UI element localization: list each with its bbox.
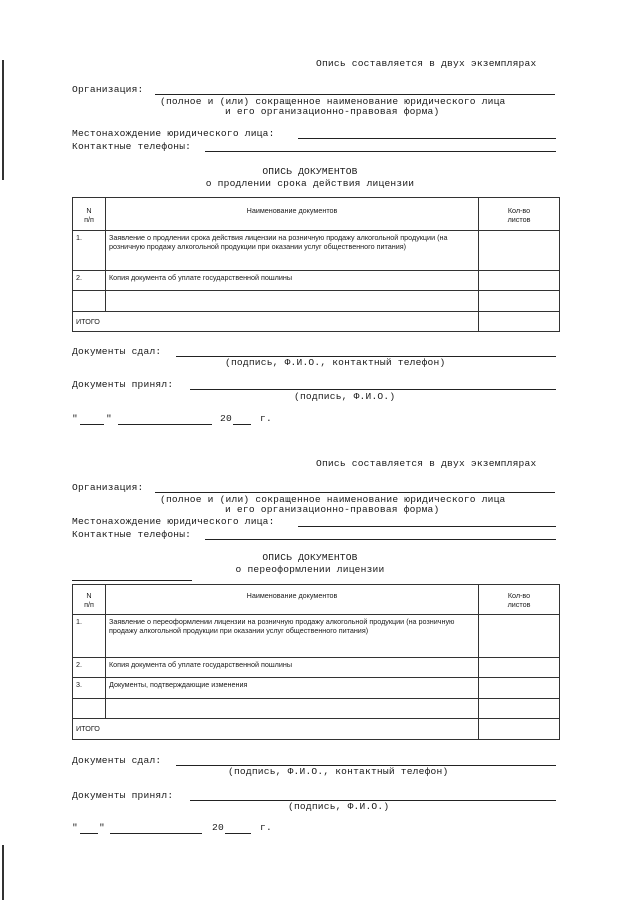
date-year-prefix: 20	[220, 413, 232, 424]
header-name: Наименование документов	[106, 585, 479, 615]
org-hint: и его организационно-правовая форма)	[225, 106, 440, 117]
received-hint: (подпись, Ф.И.О.)	[294, 391, 396, 402]
row-num: 2.	[73, 658, 106, 678]
date-month-field[interactable]	[118, 424, 212, 425]
table-row	[73, 231, 560, 271]
org-field[interactable]	[155, 492, 555, 493]
received-hint: (подпись, Ф.И.О.)	[288, 801, 390, 812]
date-month-field[interactable]	[110, 833, 202, 834]
form-title: ОПИСЬ ДОКУМЕНТОВ	[262, 552, 358, 563]
received-label: Документы принял:	[72, 790, 174, 801]
table-row	[73, 678, 560, 699]
form-title: ОПИСЬ ДОКУМЕНТОВ	[262, 166, 358, 177]
row-num: 3.	[73, 678, 106, 699]
table-top-rule	[72, 580, 192, 581]
copies-note: Опись составляется в двух экземплярах	[316, 58, 537, 69]
handed-hint: (подпись, Ф.И.О., контактный телефон)	[225, 357, 446, 368]
date-day-field[interactable]	[80, 833, 98, 834]
form-subtitle: о продлении срока действия лицензии	[205, 178, 415, 189]
received-label: Документы принял:	[72, 379, 174, 390]
date-quote-close: "	[99, 822, 105, 833]
row-sheets[interactable]	[479, 658, 560, 678]
header-num: N п/п	[73, 198, 106, 231]
table-row	[73, 658, 560, 678]
total-row	[73, 719, 560, 740]
date-suffix: г.	[260, 413, 272, 424]
row-sheets[interactable]	[479, 291, 560, 312]
row-name: Копия документа об уплате государственной пошлины	[106, 271, 479, 291]
row-name[interactable]	[106, 291, 479, 312]
table-row	[73, 291, 560, 312]
row-num	[73, 699, 106, 719]
location-label: Местонахождение юридического лица:	[72, 128, 275, 139]
row-sheets[interactable]	[479, 678, 560, 699]
documents-table	[72, 197, 560, 332]
date-quote-open: "	[72, 822, 78, 833]
phones-label: Контактные телефоны:	[72, 141, 192, 152]
date-day-field[interactable]	[80, 424, 104, 425]
received-field[interactable]	[190, 389, 556, 390]
date-year-field[interactable]	[225, 833, 251, 834]
date-year-field[interactable]	[233, 424, 251, 425]
total-label: ИТОГО	[73, 312, 479, 332]
org-label: Организация:	[72, 482, 144, 493]
row-name: Документы, подтверждающие изменения	[106, 678, 479, 699]
location-field[interactable]	[298, 526, 556, 527]
date-year-prefix: 20	[212, 822, 224, 833]
row-num: 1.	[73, 615, 106, 658]
handed-label: Документы сдал:	[72, 755, 162, 766]
documents-table	[72, 584, 560, 740]
phones-label: Контактные телефоны:	[72, 529, 192, 540]
row-sheets[interactable]	[479, 699, 560, 719]
scan-margin-bar	[2, 60, 4, 180]
table-row	[73, 699, 560, 719]
location-field[interactable]	[298, 138, 556, 139]
row-name: Заявление о переоформлении лицензии на розничную продажу алкогольной продукции (на розничную продажу алкогольной продукции при оказании услуг общественного питания)	[106, 615, 479, 658]
copies-note: Опись составляется в двух экземплярах	[316, 458, 537, 469]
phones-field[interactable]	[205, 151, 556, 152]
row-name: Копия документа об уплате государственной пошлины	[106, 658, 479, 678]
row-num: 2.	[73, 271, 106, 291]
row-sheets[interactable]	[479, 231, 560, 271]
phones-field[interactable]	[205, 539, 556, 540]
total-sheets[interactable]	[479, 719, 560, 740]
table-row	[73, 615, 560, 658]
header-num: N п/п	[73, 585, 106, 615]
row-name[interactable]	[106, 699, 479, 719]
row-num: 1.	[73, 231, 106, 271]
date-suffix: г.	[260, 822, 272, 833]
org-hint: (полное и (или) сокращенное наименование юридического лица	[160, 494, 506, 505]
org-field[interactable]	[155, 94, 555, 95]
total-row	[73, 312, 560, 332]
row-num	[73, 291, 106, 312]
date-quote-open: "	[72, 413, 78, 424]
total-label: ИТОГО	[73, 719, 479, 740]
location-label: Местонахождение юридического лица:	[72, 516, 275, 527]
header-sheets: Кол-во листов	[479, 585, 560, 615]
handed-hint: (подпись, Ф.И.О., контактный телефон)	[228, 766, 449, 777]
org-label: Организация:	[72, 84, 144, 95]
form-subtitle: о переоформлении лицензии	[235, 564, 385, 575]
total-sheets[interactable]	[479, 312, 560, 332]
header-sheets: Кол-во листов	[479, 198, 560, 231]
row-sheets[interactable]	[479, 615, 560, 658]
date-quote-close: "	[106, 413, 112, 424]
row-name: Заявление о продлении срока действия лицензии на розничную продажу алкогольной продукции (на розничную продажу алкогольной продукции при оказании услуг общественного питания)	[106, 231, 479, 271]
header-name: Наименование документов	[106, 198, 479, 231]
row-sheets[interactable]	[479, 271, 560, 291]
table-row	[73, 271, 560, 291]
org-hint: (полное и (или) сокращенное наименование юридического лица	[160, 96, 506, 107]
scan-margin-bar	[2, 845, 4, 900]
handed-label: Документы сдал:	[72, 346, 162, 357]
org-hint: и его организационно-правовая форма)	[225, 504, 440, 515]
